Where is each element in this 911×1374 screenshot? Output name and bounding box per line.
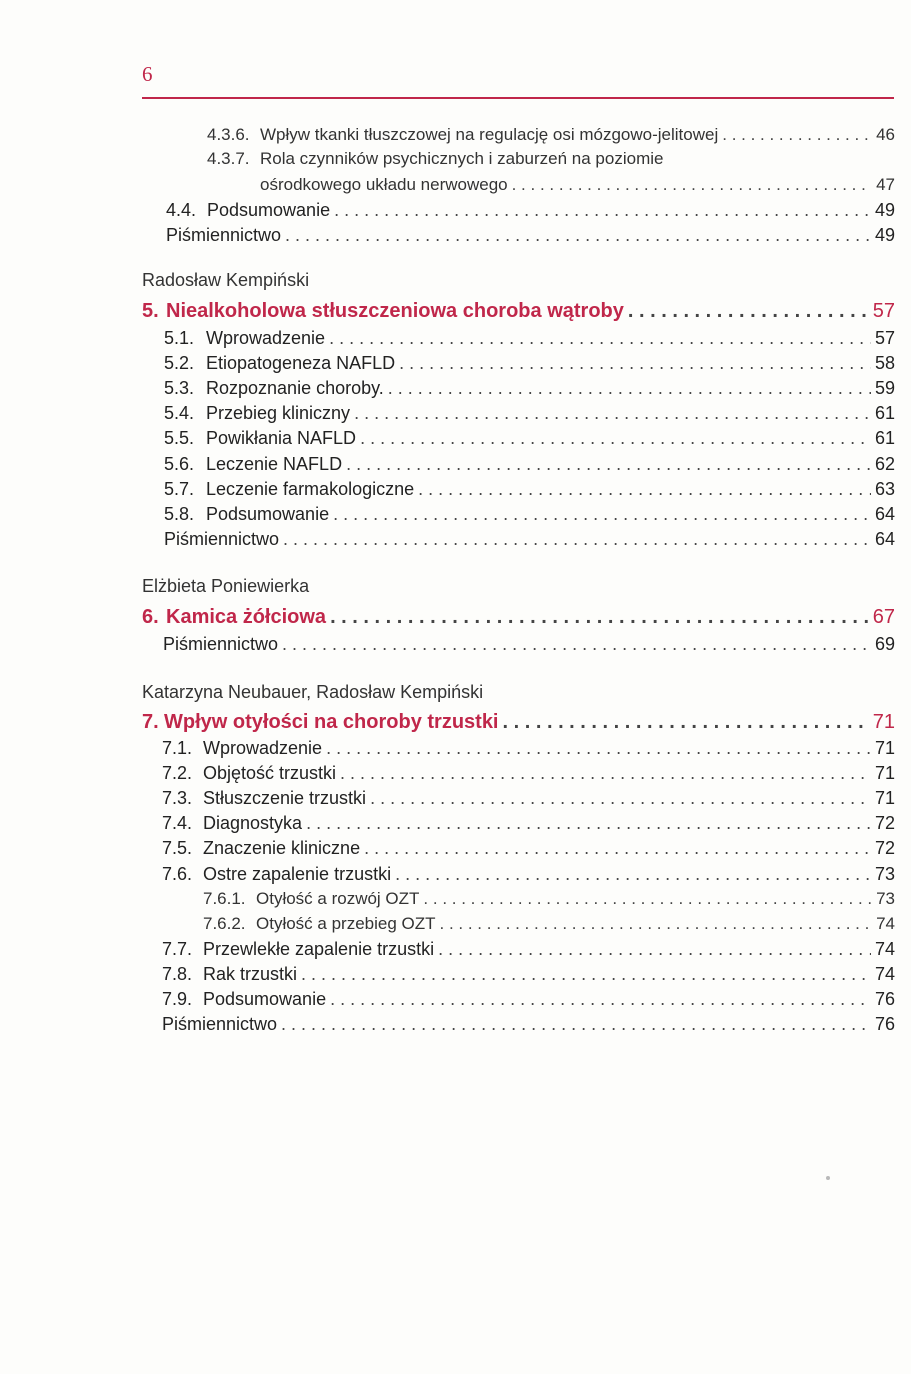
toc-entry-title-line: Rola czynników psychicznych i zaburzeń na poziomie xyxy=(260,149,664,168)
toc-entry-title: Znaczenie kliniczne xyxy=(203,838,361,859)
dot-leader xyxy=(301,963,871,985)
toc-entry[interactable] xyxy=(162,762,895,784)
toc-entry-page: 47 xyxy=(876,175,895,194)
toc-entry-title: Piśmiennictwo xyxy=(162,1014,278,1035)
toc-entry-page: 57 xyxy=(874,328,895,348)
toc-entry-title: Leczenie farmakologiczne xyxy=(206,478,415,499)
chapter-number: 6. xyxy=(142,606,159,628)
toc-entry-page: 74 xyxy=(876,913,895,933)
dot-leader xyxy=(282,633,871,655)
toc-entry-number: 4.3.6. xyxy=(207,125,250,144)
toc-entry-title: ośrodkowego układu nerwowego xyxy=(260,175,508,194)
dot-leader xyxy=(512,174,872,196)
chapter-author: Elżbieta Poniewierka xyxy=(142,576,310,596)
dot-leader xyxy=(346,453,871,475)
toc-entry-number: 7.8. xyxy=(162,963,193,984)
chapter-author: Radosław Kempiński xyxy=(142,270,310,290)
toc-entry-number: 5.4. xyxy=(164,403,195,424)
chapter-number: 5. xyxy=(142,300,159,322)
dot-leader xyxy=(326,737,871,759)
dot-leader xyxy=(334,199,871,221)
toc-entry-title: Rozpoznanie choroby. xyxy=(206,378,384,399)
toc-entry-title: Wprowadzenie xyxy=(203,738,323,758)
toc-entry-page: 71 xyxy=(874,763,895,784)
toc-entry-number: 7.2. xyxy=(162,763,193,784)
toc-entry-title: Otyłość a przebieg OZT xyxy=(256,913,436,933)
dot-leader xyxy=(722,124,872,146)
toc-entry-page: 74 xyxy=(874,963,895,984)
dot-leader xyxy=(399,352,871,374)
toc-entry[interactable] xyxy=(203,913,895,935)
toc-entry-page: 49 xyxy=(874,225,895,245)
toc-entry-title: Piśmiennictwo xyxy=(163,634,279,654)
toc-entry-title: Diagnostyka xyxy=(203,813,303,834)
toc-entry-number: 5.6. xyxy=(164,453,195,474)
toc-entry-number: 4.3.7. xyxy=(207,149,250,168)
toc-entry-title: Rak trzustki xyxy=(203,963,298,984)
dot-leader xyxy=(329,327,871,349)
toc-entry[interactable] xyxy=(164,352,895,374)
toc-entry-title: Przebieg kliniczny xyxy=(206,403,351,424)
toc-entry-page: 69 xyxy=(874,634,895,654)
chapter-title: Kamica żółciowa xyxy=(166,606,327,628)
toc-entry[interactable] xyxy=(162,787,895,809)
chapter-title: Wpływ otyłości na choroby trzustki xyxy=(164,711,499,733)
dot-leader xyxy=(354,402,871,424)
toc-entry-number: 5.5. xyxy=(164,428,195,449)
dot-leader xyxy=(330,606,869,628)
toc-entry-number: 5.7. xyxy=(164,478,195,499)
toc-entry-page: 49 xyxy=(874,200,895,220)
toc-entry-page: 72 xyxy=(874,813,895,834)
toc-entry-title: Stłuszczenie trzustki xyxy=(203,788,367,809)
toc-entry-title: Wpływ tkanki tłuszczowej na regulację osi mózgowo-jelitowej xyxy=(260,125,719,144)
toc-entry-number: 4.4. xyxy=(166,200,197,220)
toc-entry-page: 64 xyxy=(874,528,895,549)
dot-leader xyxy=(306,812,871,834)
toc-entry-title: Leczenie NAFLD xyxy=(206,453,343,474)
toc-entry-number: 5.2. xyxy=(164,353,195,374)
toc-entry-title: Ostre zapalenie trzustki xyxy=(203,863,392,884)
toc-entry[interactable] xyxy=(162,988,895,1010)
chapter-heading[interactable] xyxy=(142,300,895,322)
toc-entry-page: 59 xyxy=(874,378,895,399)
header-rule xyxy=(142,97,894,99)
chapter-heading[interactable] xyxy=(142,711,895,733)
toc-entry-page: 63 xyxy=(874,478,895,499)
toc-entry-number: 7.1. xyxy=(162,738,193,758)
toc-entry[interactable] xyxy=(164,528,895,550)
toc-entry-page: 71 xyxy=(874,788,895,809)
toc-entry-page: 73 xyxy=(874,863,895,884)
dot-leader xyxy=(333,503,871,525)
chapter-author: Katarzyna Neubauer, Radosław Kempiński xyxy=(142,682,484,702)
toc-entry-number: 7.4. xyxy=(162,813,193,834)
toc-entry-number: 7.3. xyxy=(162,788,193,809)
toc-entry-title: Piśmiennictwo xyxy=(166,225,282,245)
toc-entry[interactable] xyxy=(162,737,895,759)
toc-entry-page: 71 xyxy=(874,738,895,758)
dot-leader xyxy=(370,787,871,809)
dot-leader xyxy=(360,427,871,449)
toc-entry-number: 7.6.1. xyxy=(203,888,246,908)
chapter-page: 57 xyxy=(872,300,895,322)
toc-entry[interactable] xyxy=(166,224,895,246)
dot-leader xyxy=(418,478,871,500)
toc-entry-number: 5.3. xyxy=(164,378,195,399)
chapter-page: 71 xyxy=(872,711,895,733)
toc-entry-number: 7.6. xyxy=(162,863,193,884)
toc-entry[interactable] xyxy=(162,837,895,859)
toc-entry-number: 7.6.2. xyxy=(203,913,246,933)
dot-leader xyxy=(628,300,869,322)
toc-entry-title: Wprowadzenie xyxy=(206,328,326,348)
toc-entry[interactable] xyxy=(164,327,895,349)
toc-entry-number: 7.7. xyxy=(162,938,193,959)
paper-speck xyxy=(826,1176,830,1180)
toc-entry[interactable] xyxy=(166,199,895,221)
toc-entry-title: Przewlekłe zapalenie trzustki xyxy=(203,938,435,959)
toc-entry[interactable] xyxy=(162,963,895,985)
toc-entry[interactable] xyxy=(203,888,895,910)
toc-entry-page: 74 xyxy=(874,938,895,959)
chapter-title: Niealkoholowa stłuszczeniowa choroba wątroby xyxy=(166,300,624,322)
chapter-number: 7. xyxy=(142,711,159,733)
chapter-heading[interactable] xyxy=(142,606,895,628)
toc-entry-title: Otyłość a rozwój OZT xyxy=(256,888,420,908)
toc-entry[interactable] xyxy=(164,478,895,500)
dot-leader xyxy=(330,988,871,1010)
dot-leader xyxy=(423,888,872,910)
toc-entry-number: 7.5. xyxy=(162,838,193,859)
toc-entry[interactable] xyxy=(163,633,895,655)
toc-entry[interactable] xyxy=(162,812,895,834)
toc-entry-page: 76 xyxy=(874,1014,895,1035)
dot-leader xyxy=(503,711,869,733)
toc-entry[interactable] xyxy=(164,503,895,525)
dot-leader xyxy=(395,863,871,885)
dot-leader xyxy=(440,913,873,935)
toc-entry-page: 76 xyxy=(874,989,895,1009)
toc-entry-number: 5.1. xyxy=(164,328,195,348)
toc-entry[interactable] xyxy=(162,938,895,960)
dot-leader xyxy=(438,938,871,960)
toc-entry-page: 61 xyxy=(874,403,895,424)
toc-entry[interactable] xyxy=(162,863,895,885)
toc-entry[interactable] xyxy=(260,174,895,196)
toc-entry[interactable] xyxy=(164,453,895,475)
toc-entry-title: Powikłania NAFLD xyxy=(206,428,357,449)
toc-entry-title: Podsumowanie xyxy=(206,503,330,524)
chapter-page: 67 xyxy=(872,606,895,628)
toc-entry-number: 7.9. xyxy=(162,989,193,1009)
toc-entry-page: 64 xyxy=(874,503,895,524)
toc-entry[interactable] xyxy=(164,427,895,449)
toc-entry[interactable] xyxy=(164,402,895,424)
page-number: 6 xyxy=(142,62,153,86)
toc-entry-title: Piśmiennictwo xyxy=(164,528,280,549)
dot-leader xyxy=(285,224,871,246)
dot-leader xyxy=(283,528,871,550)
toc-entry-page: 72 xyxy=(874,838,895,859)
dot-leader xyxy=(388,377,871,399)
dot-leader xyxy=(364,837,871,859)
toc-entry-page: 58 xyxy=(874,353,895,374)
toc-entry-page: 46 xyxy=(876,125,895,144)
toc-entry-page: 73 xyxy=(876,888,895,908)
toc-entry-number: 5.8. xyxy=(164,503,195,524)
toc-entry-title: Etiopatogeneza NAFLD xyxy=(206,353,396,374)
toc-entry[interactable] xyxy=(207,124,895,146)
dot-leader xyxy=(281,1013,871,1035)
toc-entry-title: Objętość trzustki xyxy=(203,763,337,784)
toc-entry-title: Podsumowanie xyxy=(203,989,327,1009)
toc-entry[interactable] xyxy=(164,377,895,399)
toc-entry-title: Podsumowanie xyxy=(207,200,331,220)
dot-leader xyxy=(340,762,871,784)
toc-entry-page: 61 xyxy=(874,428,895,449)
toc-entry-page: 62 xyxy=(874,453,895,474)
toc-entry[interactable] xyxy=(162,1013,895,1035)
